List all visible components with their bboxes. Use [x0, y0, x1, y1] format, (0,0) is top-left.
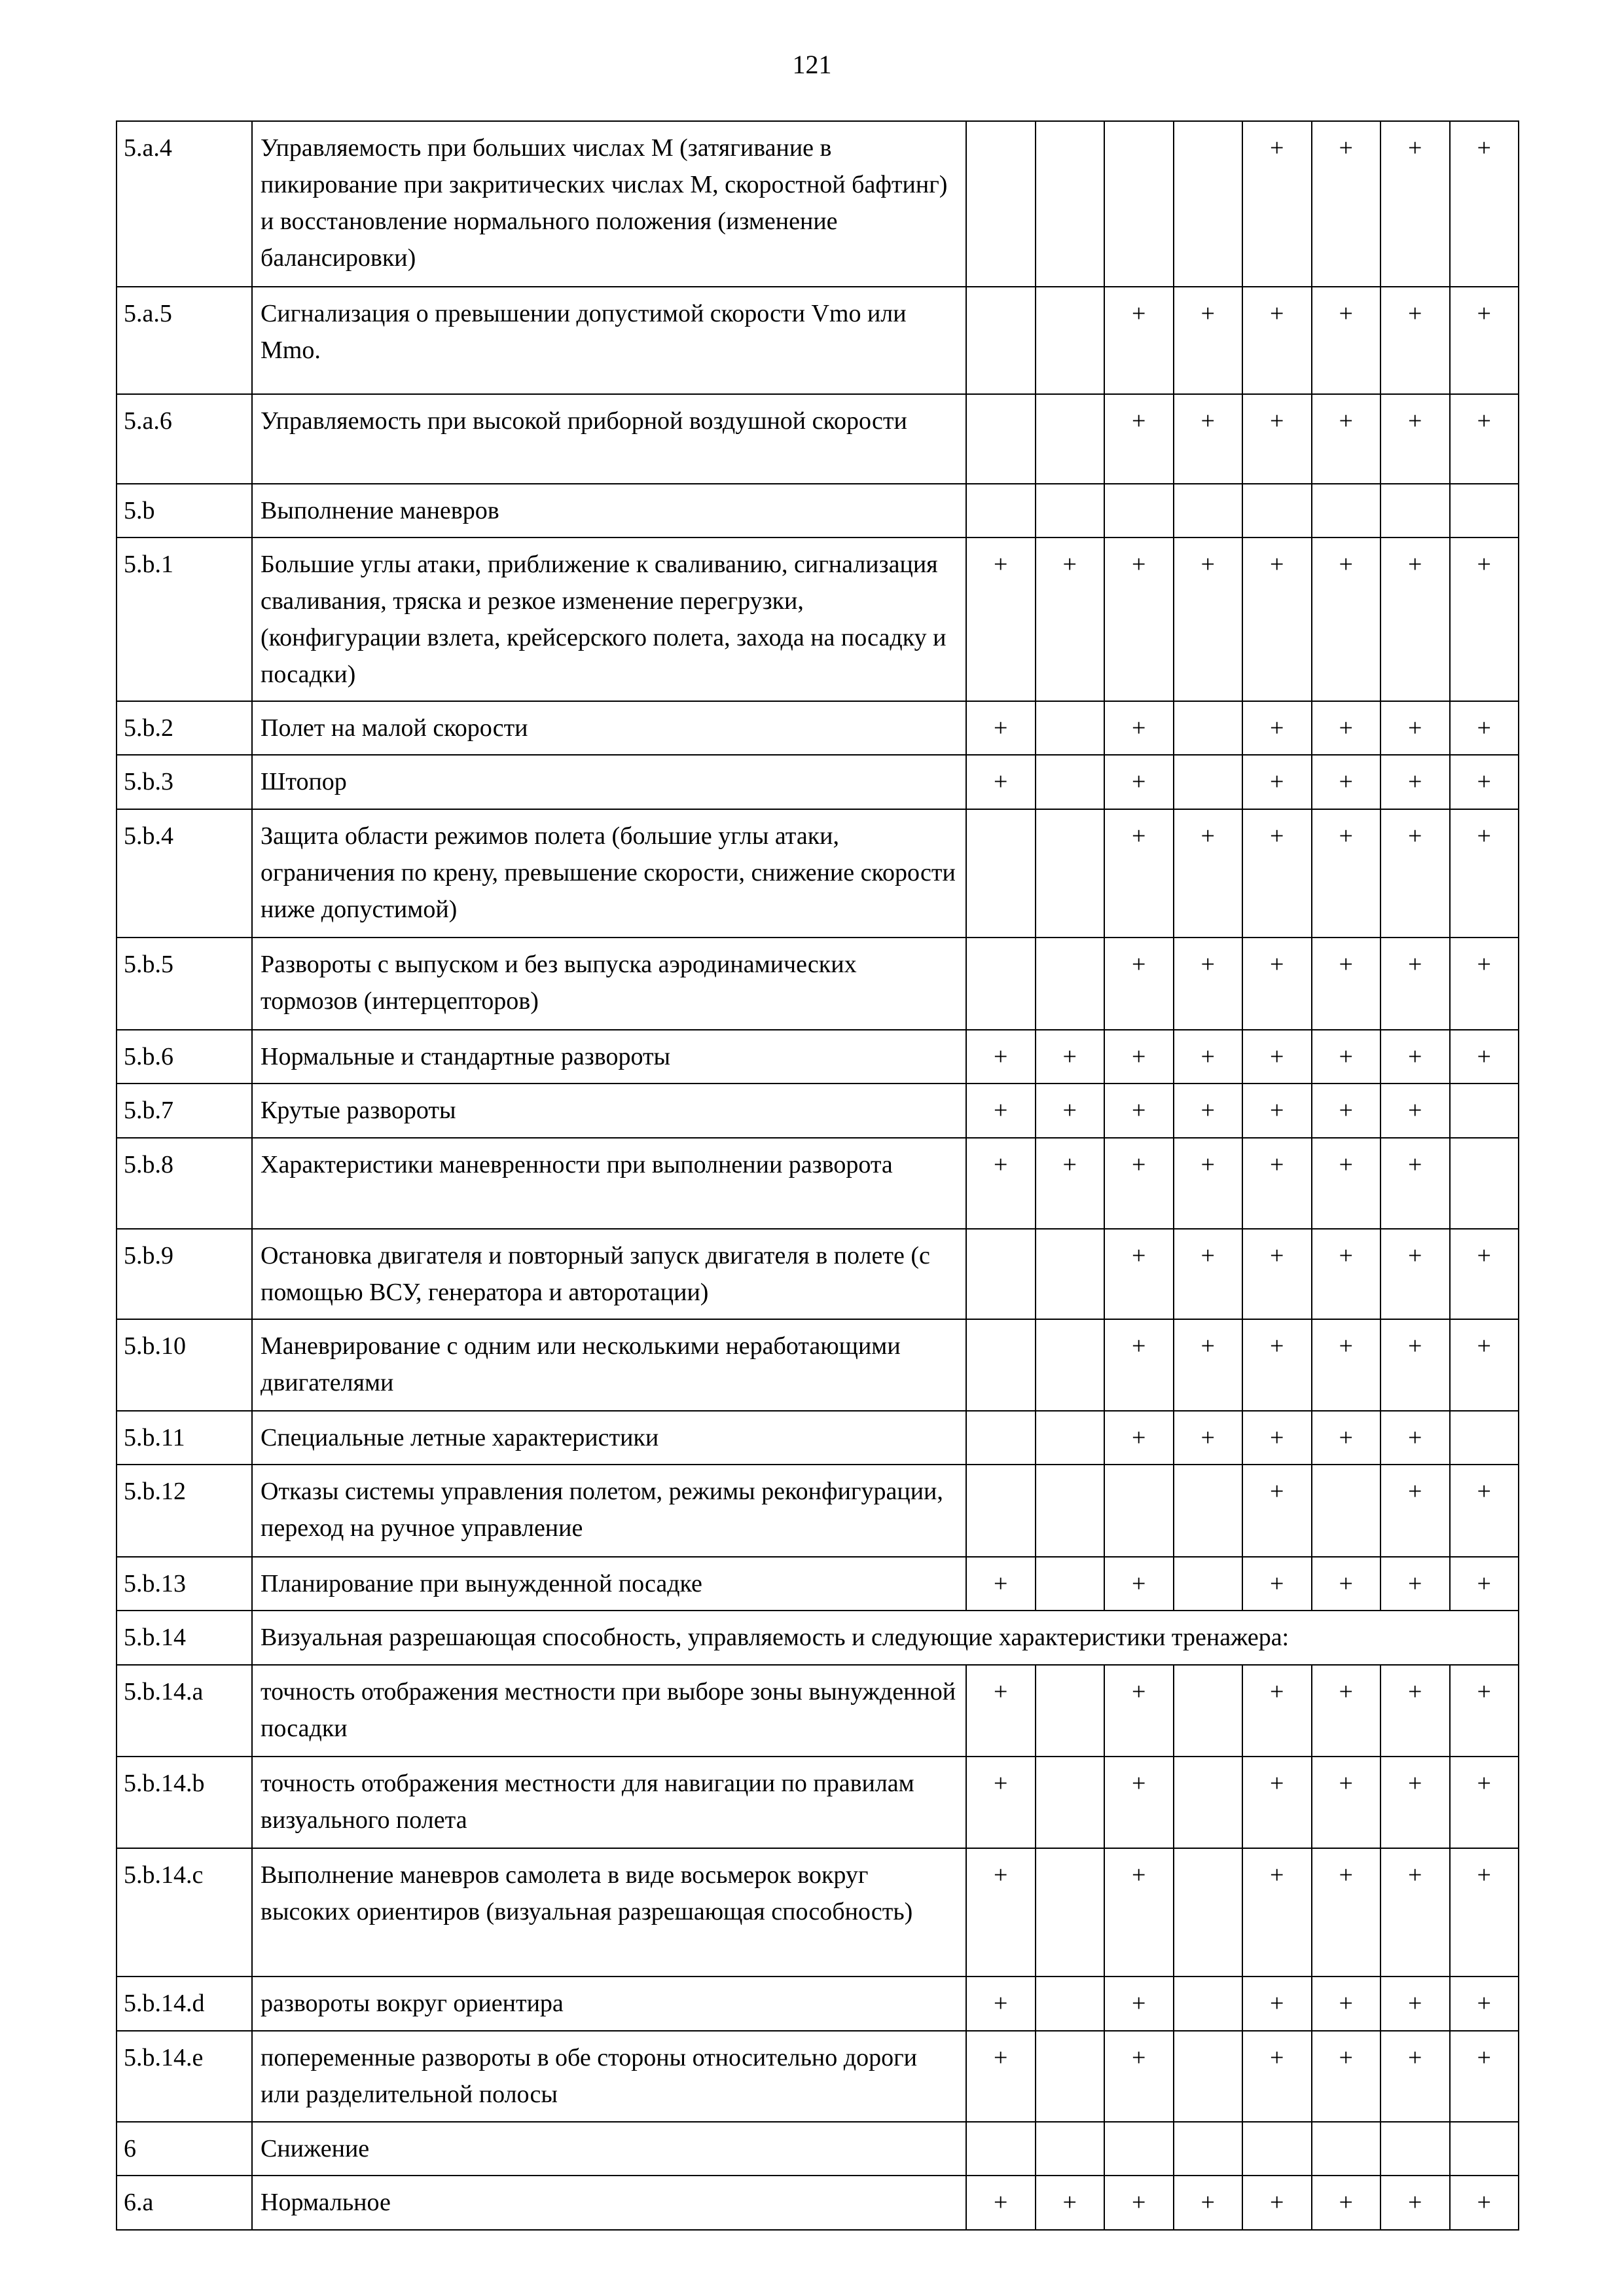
mark-cell: +	[1174, 394, 1243, 484]
mark-cell: +	[1242, 1757, 1312, 1848]
mark-cell	[1036, 1977, 1105, 2031]
mark-cell: +	[1174, 1229, 1243, 1319]
mark-cell: +	[1104, 2176, 1174, 2230]
row-code: 5.b.8	[117, 1138, 252, 1229]
mark-cell: +	[1450, 2176, 1519, 2230]
mark-cell: +	[966, 1084, 1036, 1138]
mark-cell: +	[1450, 538, 1519, 701]
mark-cell: +	[966, 1557, 1036, 1611]
table-row	[117, 1084, 1519, 1138]
row-code: 5.b.14.e	[117, 2031, 252, 2122]
mark-cell: +	[1380, 1848, 1450, 1977]
mark-cell	[1036, 1665, 1105, 1757]
mark-cell	[1036, 701, 1105, 755]
mark-cell: +	[1242, 1665, 1312, 1757]
mark-cell: +	[1450, 755, 1519, 809]
mark-cell: +	[1104, 1084, 1174, 1138]
mark-cell	[1036, 2031, 1105, 2122]
mark-cell	[1104, 121, 1174, 287]
mark-cell: +	[1450, 938, 1519, 1030]
table-body	[117, 121, 1519, 2230]
table-row	[117, 538, 1519, 701]
mark-cell: +	[1174, 1030, 1243, 1084]
row-code: 5.b.11	[117, 1411, 252, 1465]
row-code: 5.b.4	[117, 809, 252, 938]
table-row	[117, 701, 1519, 755]
row-code: 5.b	[117, 484, 252, 538]
mark-cell: +	[1380, 701, 1450, 755]
mark-cell	[1242, 484, 1312, 538]
mark-cell: +	[1104, 1557, 1174, 1611]
row-description: попеременные развороты в обе стороны относительно дороги или разделительной полосы	[252, 2031, 966, 2122]
mark-cell: +	[1312, 1757, 1381, 1848]
mark-cell	[1450, 1084, 1519, 1138]
mark-cell	[1036, 394, 1105, 484]
mark-cell: +	[1104, 1977, 1174, 2031]
mark-cell: +	[1174, 538, 1243, 701]
mark-cell	[1036, 1411, 1105, 1465]
table-row	[117, 287, 1519, 394]
row-description: Маневрирование с одним или несколькими неработающими двигателями	[252, 1319, 966, 1411]
table-row	[117, 1030, 1519, 1084]
table-row	[117, 394, 1519, 484]
mark-cell	[966, 1411, 1036, 1465]
mark-cell	[1104, 1465, 1174, 1557]
mark-cell: +	[1450, 1977, 1519, 2031]
mark-cell: +	[1104, 1138, 1174, 1229]
mark-cell: +	[1242, 1319, 1312, 1411]
table-row	[117, 2031, 1519, 2122]
mark-cell	[1174, 121, 1243, 287]
mark-cell: +	[966, 1665, 1036, 1757]
row-description: Управляемость при высокой приборной воздушной скорости	[252, 394, 966, 484]
mark-cell: +	[966, 1757, 1036, 1848]
mark-cell: +	[1174, 287, 1243, 394]
row-description: Большие углы атаки, приближение к сваливанию, сигнализация сваливания, тряска и резкое изменение перегрузки, (конфигурации взлета, крейсерского полета, захода на посадку и посадки)	[252, 538, 966, 701]
row-code: 5.b.14.a	[117, 1665, 252, 1757]
row-description: Развороты с выпуском и без выпуска аэродинамических тормозов (интерцепторов)	[252, 938, 966, 1030]
mark-cell	[1174, 1977, 1243, 2031]
mark-cell: +	[1380, 121, 1450, 287]
mark-cell: +	[1036, 2176, 1105, 2230]
mark-cell	[966, 394, 1036, 484]
mark-cell: +	[1104, 2031, 1174, 2122]
row-description: точность отображения местности при выборе зоны вынужденной посадки	[252, 1665, 966, 1757]
mark-cell: +	[1380, 2176, 1450, 2230]
mark-cell	[1242, 2122, 1312, 2176]
mark-cell	[1036, 755, 1105, 809]
mark-cell: +	[1380, 809, 1450, 938]
row-code: 5.b.2	[117, 701, 252, 755]
row-code: 5.b.14.c	[117, 1848, 252, 1977]
mark-cell: +	[1312, 809, 1381, 938]
mark-cell: +	[1312, 538, 1381, 701]
table-row	[117, 1465, 1519, 1557]
row-description: Характеристики маневренности при выполнении разворота	[252, 1138, 966, 1229]
mark-cell: +	[1242, 1229, 1312, 1319]
row-description: Штопор	[252, 755, 966, 809]
row-description: Нормальное	[252, 2176, 966, 2230]
mark-cell: +	[1174, 2176, 1243, 2230]
mark-cell: +	[1380, 1557, 1450, 1611]
mark-cell	[1380, 2122, 1450, 2176]
mark-cell: +	[1312, 1665, 1381, 1757]
mark-cell: +	[1380, 1977, 1450, 2031]
mark-cell	[1174, 1848, 1243, 1977]
table-row	[117, 2176, 1519, 2230]
mark-cell: +	[1242, 394, 1312, 484]
table-row	[117, 809, 1519, 938]
row-code: 5.b.7	[117, 1084, 252, 1138]
mark-cell: +	[1312, 701, 1381, 755]
mark-cell: +	[1380, 1138, 1450, 1229]
mark-cell: +	[1312, 1030, 1381, 1084]
row-code: 5.b.14.b	[117, 1757, 252, 1848]
mark-cell: +	[1174, 1084, 1243, 1138]
row-description: Специальные летные характеристики	[252, 1411, 966, 1465]
table-row	[117, 938, 1519, 1030]
mark-cell: +	[1450, 394, 1519, 484]
mark-cell	[1036, 1557, 1105, 1611]
mark-cell: +	[1242, 755, 1312, 809]
table-row	[117, 1757, 1519, 1848]
mark-cell	[1036, 484, 1105, 538]
table-row	[117, 1319, 1519, 1411]
mark-cell: +	[1242, 701, 1312, 755]
mark-cell: +	[1312, 1557, 1381, 1611]
mark-cell: +	[1242, 2176, 1312, 2230]
mark-cell: +	[1312, 2031, 1381, 2122]
mark-cell: +	[1450, 701, 1519, 755]
mark-cell	[966, 2122, 1036, 2176]
mark-cell: +	[1036, 538, 1105, 701]
mark-cell	[1174, 755, 1243, 809]
mark-cell: +	[1104, 938, 1174, 1030]
mark-cell: +	[1380, 538, 1450, 701]
mark-cell: +	[1104, 1665, 1174, 1757]
row-description: точность отображения местности для навигации по правилам визуального полета	[252, 1757, 966, 1848]
mark-cell	[966, 809, 1036, 938]
row-code: 5.b.13	[117, 1557, 252, 1611]
mark-cell: +	[1312, 755, 1381, 809]
mark-cell: +	[966, 701, 1036, 755]
mark-cell	[1380, 484, 1450, 538]
mark-cell: +	[1380, 755, 1450, 809]
mark-cell: +	[1242, 1465, 1312, 1557]
mark-cell	[966, 287, 1036, 394]
mark-cell: +	[1242, 121, 1312, 287]
mark-cell	[1174, 2122, 1243, 2176]
mark-cell	[1450, 1138, 1519, 1229]
mark-cell: +	[1450, 1557, 1519, 1611]
table-row	[117, 1229, 1519, 1319]
mark-cell	[1036, 287, 1105, 394]
mark-cell	[1036, 1757, 1105, 1848]
mark-cell: +	[1450, 1319, 1519, 1411]
mark-cell: +	[1104, 755, 1174, 809]
mark-cell	[1104, 2122, 1174, 2176]
row-description: Управляемость при больших числах М (затягивание в пикирование при закритических числах М, скоростной бафтинг) и восстановление нормального положения (изменение балансировки)	[252, 121, 966, 287]
mark-cell	[966, 938, 1036, 1030]
mark-cell: +	[1104, 1229, 1174, 1319]
row-code: 5.b.3	[117, 755, 252, 809]
mark-cell: +	[1312, 394, 1381, 484]
mark-cell	[1036, 2122, 1105, 2176]
mark-cell: +	[1380, 1465, 1450, 1557]
mark-cell: +	[1174, 1138, 1243, 1229]
mark-cell	[1174, 1465, 1243, 1557]
mark-cell: +	[1380, 287, 1450, 394]
mark-cell: +	[966, 1138, 1036, 1229]
mark-cell: +	[1242, 1557, 1312, 1611]
mark-cell: +	[1242, 538, 1312, 701]
row-code: 5.a.6	[117, 394, 252, 484]
mark-cell: +	[1380, 938, 1450, 1030]
mark-cell: +	[1450, 1465, 1519, 1557]
mark-cell: +	[1242, 1138, 1312, 1229]
mark-cell	[966, 1465, 1036, 1557]
mark-cell	[1450, 2122, 1519, 2176]
mark-cell: +	[1380, 394, 1450, 484]
mark-cell: +	[1104, 1757, 1174, 1848]
mark-cell	[1174, 2031, 1243, 2122]
mark-cell	[1036, 1465, 1105, 1557]
row-description: Выполнение маневров	[252, 484, 966, 538]
mark-cell	[1312, 2122, 1381, 2176]
mark-cell: +	[1312, 121, 1381, 287]
mark-cell: +	[1380, 1030, 1450, 1084]
mark-cell: +	[1242, 1977, 1312, 2031]
mark-cell: +	[1104, 1319, 1174, 1411]
table-row	[117, 1611, 1519, 1665]
mark-cell: +	[1242, 1411, 1312, 1465]
mark-cell: +	[1104, 1030, 1174, 1084]
mark-cell: +	[1380, 1229, 1450, 1319]
mark-cell	[1450, 1411, 1519, 1465]
mark-cell	[966, 484, 1036, 538]
mark-cell: +	[1312, 2176, 1381, 2230]
row-description: Нормальные и стандартные развороты	[252, 1030, 966, 1084]
row-description: Сигнализация о превышении допустимой скорости Vmo или Mmo.	[252, 287, 966, 394]
mark-cell	[966, 1229, 1036, 1319]
row-description: Остановка двигателя и повторный запуск двигателя в полете (с помощью ВСУ, генератора и авторотации)	[252, 1229, 966, 1319]
row-description: Полет на малой скорости	[252, 701, 966, 755]
mark-cell	[966, 1319, 1036, 1411]
row-code: 6.a	[117, 2176, 252, 2230]
mark-cell: +	[966, 1977, 1036, 2031]
row-code: 5.b.12	[117, 1465, 252, 1557]
mark-cell: +	[1450, 1757, 1519, 1848]
mark-cell: +	[1312, 287, 1381, 394]
row-code: 5.b.6	[117, 1030, 252, 1084]
mark-cell: +	[1174, 1411, 1243, 1465]
mark-cell: +	[1312, 1411, 1381, 1465]
mark-cell: +	[1312, 1977, 1381, 2031]
mark-cell	[1312, 484, 1381, 538]
mark-cell: +	[1104, 538, 1174, 701]
mark-cell: +	[1312, 1848, 1381, 1977]
mark-cell: +	[1450, 1229, 1519, 1319]
mark-cell	[1036, 1848, 1105, 1977]
mark-cell: +	[1104, 809, 1174, 938]
mark-cell: +	[1450, 1848, 1519, 1977]
mark-cell: +	[1242, 1030, 1312, 1084]
mark-cell	[1174, 1557, 1243, 1611]
mark-cell: +	[1174, 809, 1243, 938]
row-code: 5.b.5	[117, 938, 252, 1030]
mark-cell: +	[1242, 1848, 1312, 1977]
row-description: Снижение	[252, 2122, 966, 2176]
table-row	[117, 755, 1519, 809]
table-row	[117, 1557, 1519, 1611]
mark-cell: +	[1380, 1319, 1450, 1411]
mark-cell: +	[1242, 1084, 1312, 1138]
mark-cell: +	[1380, 2031, 1450, 2122]
mark-cell: +	[1312, 1229, 1381, 1319]
mark-cell	[966, 121, 1036, 287]
mark-cell: +	[1312, 1138, 1381, 1229]
row-code: 5.b.10	[117, 1319, 252, 1411]
table-row	[117, 1138, 1519, 1229]
row-code: 5.b.14.d	[117, 1977, 252, 2031]
row-description: Выполнение маневров самолета в виде восьмерок вокруг высоких ориентиров (визуальная разрешающая способность)	[252, 1848, 966, 1977]
row-code: 5.b.9	[117, 1229, 252, 1319]
mark-cell: +	[1450, 1030, 1519, 1084]
mark-cell: +	[1242, 287, 1312, 394]
mark-cell: +	[1450, 121, 1519, 287]
mark-cell: +	[1450, 809, 1519, 938]
mark-cell	[1036, 938, 1105, 1030]
mark-cell: +	[1174, 1319, 1243, 1411]
mark-cell: +	[1174, 938, 1243, 1030]
requirements-table	[116, 120, 1519, 2231]
row-code: 6	[117, 2122, 252, 2176]
mark-cell: +	[1104, 701, 1174, 755]
table-row	[117, 1665, 1519, 1757]
mark-cell: +	[1104, 1848, 1174, 1977]
mark-cell	[1174, 1757, 1243, 1848]
mark-cell: +	[1312, 1319, 1381, 1411]
table-row	[117, 121, 1519, 287]
mark-cell: +	[1450, 287, 1519, 394]
row-description: Отказы системы управления полетом, режимы реконфигурации, переход на ручное управление	[252, 1465, 966, 1557]
mark-cell	[1104, 484, 1174, 538]
mark-cell: +	[1380, 1757, 1450, 1848]
mark-cell: +	[966, 538, 1036, 701]
mark-cell	[1036, 809, 1105, 938]
page-number: 121	[792, 50, 832, 79]
mark-cell: +	[1036, 1138, 1105, 1229]
mark-cell: +	[1036, 1084, 1105, 1138]
row-description: Защита области режимов полета (большие углы атаки, ограничения по крену, превышение скорости, снижение скорости ниже допустимой)	[252, 809, 966, 938]
row-description: Визуальная разрешающая способность, управляемость и следующие характеристики тренажера:	[252, 1611, 1519, 1665]
row-code: 5.b.14	[117, 1611, 252, 1665]
mark-cell	[1312, 1465, 1381, 1557]
row-code: 5.a.5	[117, 287, 252, 394]
mark-cell: +	[1380, 1665, 1450, 1757]
mark-cell: +	[1450, 2031, 1519, 2122]
mark-cell: +	[1104, 1411, 1174, 1465]
row-code: 5.b.1	[117, 538, 252, 701]
mark-cell: +	[966, 2176, 1036, 2230]
mark-cell: +	[966, 755, 1036, 809]
mark-cell: +	[1312, 1084, 1381, 1138]
table-row	[117, 1977, 1519, 2031]
mark-cell	[1036, 1319, 1105, 1411]
mark-cell: +	[966, 1848, 1036, 1977]
mark-cell	[1174, 484, 1243, 538]
mark-cell: +	[1380, 1411, 1450, 1465]
mark-cell: +	[1242, 938, 1312, 1030]
mark-cell	[1174, 1665, 1243, 1757]
table-row	[117, 484, 1519, 538]
table-row	[117, 1411, 1519, 1465]
row-description: развороты вокруг ориентира	[252, 1977, 966, 2031]
mark-cell: +	[966, 1030, 1036, 1084]
mark-cell	[1036, 1229, 1105, 1319]
mark-cell: +	[1242, 2031, 1312, 2122]
row-description: Планирование при вынужденной посадке	[252, 1557, 966, 1611]
mark-cell: +	[1104, 394, 1174, 484]
mark-cell	[1174, 701, 1243, 755]
mark-cell: +	[1036, 1030, 1105, 1084]
mark-cell: +	[1450, 1665, 1519, 1757]
row-description: Крутые развороты	[252, 1084, 966, 1138]
row-code: 5.a.4	[117, 121, 252, 287]
mark-cell: +	[1242, 809, 1312, 938]
mark-cell	[1450, 484, 1519, 538]
table-row	[117, 1848, 1519, 1977]
mark-cell: +	[966, 2031, 1036, 2122]
table-row	[117, 2122, 1519, 2176]
mark-cell: +	[1104, 287, 1174, 394]
mark-cell: +	[1380, 1084, 1450, 1138]
mark-cell	[1036, 121, 1105, 287]
mark-cell: +	[1312, 938, 1381, 1030]
